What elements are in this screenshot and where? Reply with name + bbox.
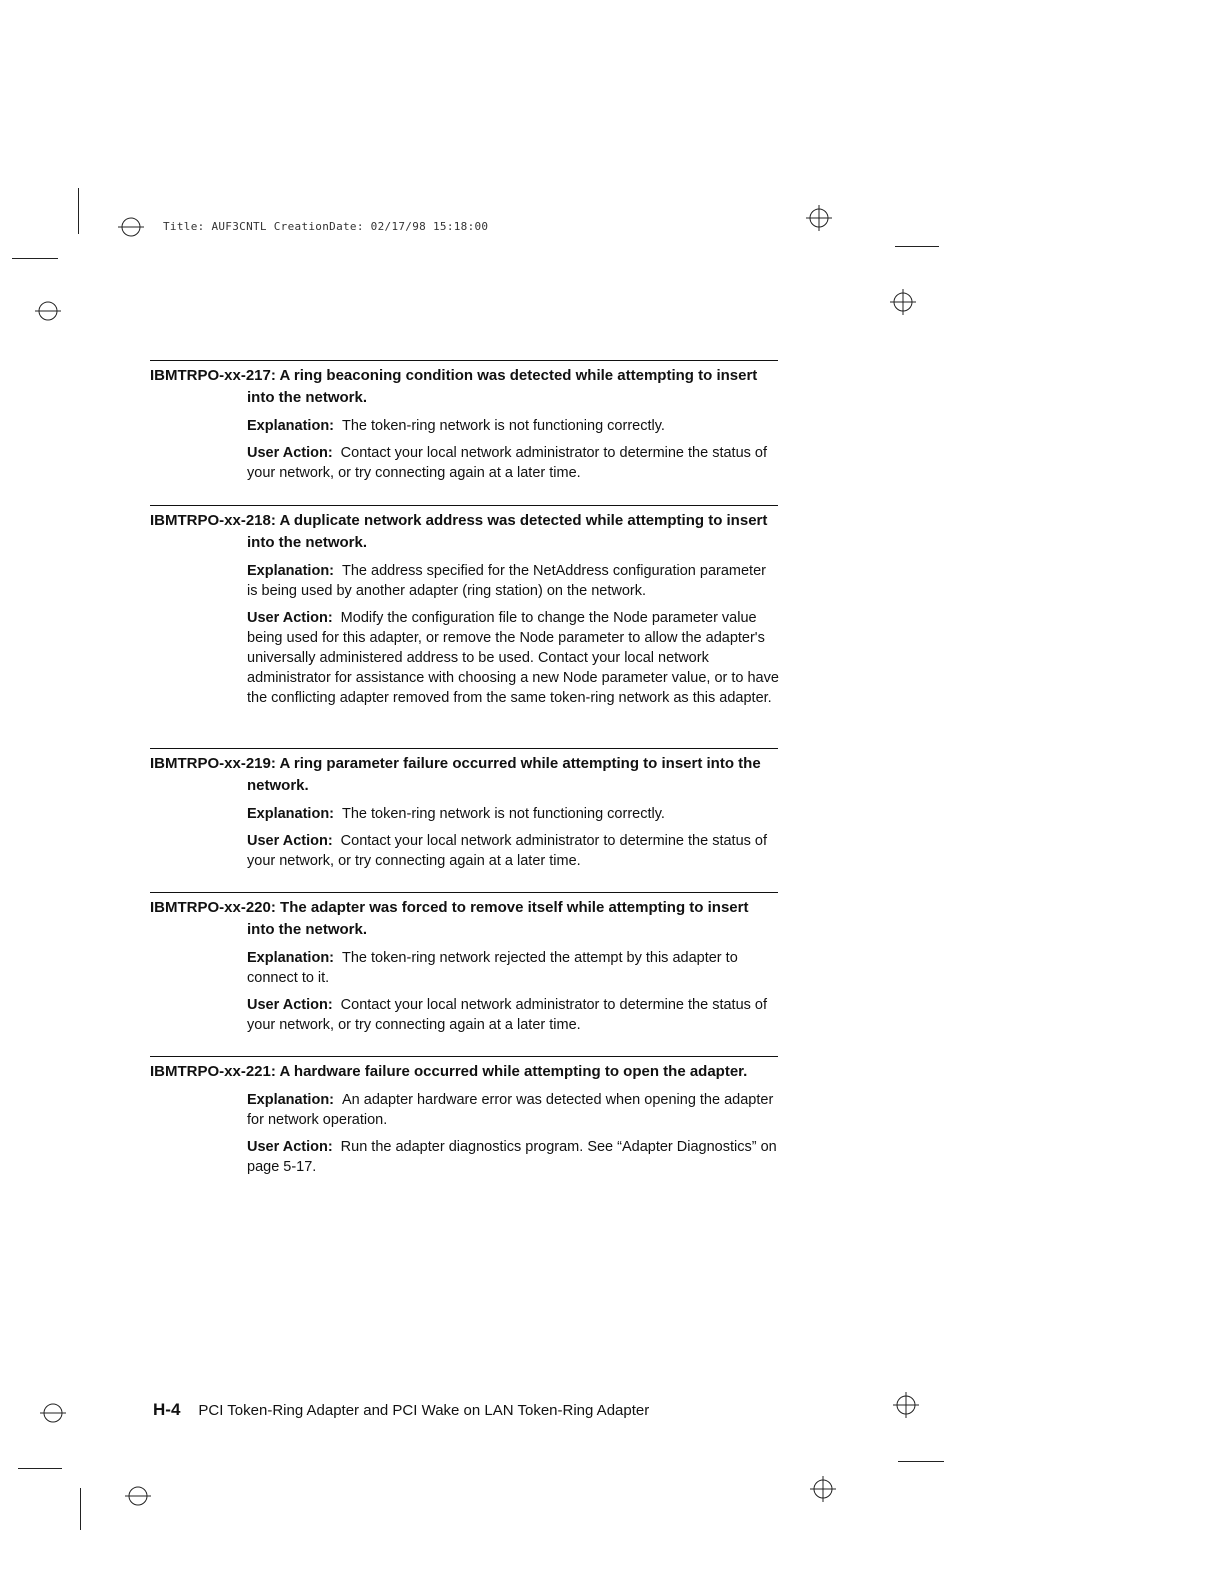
crop-mark (12, 258, 58, 259)
page-footer (153, 1400, 649, 1420)
divider (150, 505, 778, 506)
user-action-label: User Action: (247, 833, 333, 849)
message-title (150, 897, 780, 941)
message-title (150, 365, 780, 409)
explanation (247, 561, 779, 601)
book-title: PCI Token-Ring Adapter and PCI Wake on LAN Token-Ring Adapter (198, 1402, 650, 1419)
explanation (247, 804, 779, 824)
explanation (247, 416, 779, 436)
divider (150, 748, 778, 749)
user-action-text: Contact your local network administrator to determine the status of your network, or try connecting again at a later time. (247, 833, 768, 869)
divider (150, 892, 778, 893)
explanation-text: The token-ring network is not functioning correctly. (342, 806, 665, 822)
message-heading: A duplicate network address was detected while attempting to insert into the network. (247, 512, 768, 551)
explanation-text: An adapter hardware error was detected when opening the adapter for network operation. (247, 1092, 774, 1128)
registration-mark-icon (38, 1398, 68, 1428)
user-action (247, 1137, 779, 1177)
divider (150, 1056, 778, 1057)
user-action-label: User Action: (247, 1139, 333, 1155)
user-action (247, 443, 779, 483)
user-action-text: Contact your local network administrator to determine the status of your network, or try connecting again at a later time. (247, 997, 768, 1033)
registration-mark-icon (888, 287, 918, 317)
explanation-text: The address specified for the NetAddress configuration parameter is being used by another adapter (ring station) on the network. (247, 563, 766, 599)
divider (150, 360, 778, 361)
crop-mark (78, 188, 79, 234)
registration-mark-icon (33, 296, 63, 326)
crop-mark (80, 1488, 81, 1530)
message-title (150, 510, 780, 554)
message-heading: A ring beaconing condition was detected while attempting to insert into the network. (247, 367, 758, 406)
explanation (247, 948, 779, 988)
user-action (247, 608, 779, 708)
message-code: IBMTRPO-xx-218: (150, 512, 276, 529)
explanation-label: Explanation: (247, 950, 335, 966)
registration-mark-icon (891, 1390, 921, 1420)
registration-mark-icon (116, 212, 146, 242)
message-title (150, 1061, 780, 1083)
explanation-text: The token-ring network rejected the attempt by this adapter to connect to it. (247, 950, 738, 986)
user-action-label: User Action: (247, 445, 333, 461)
registration-mark-icon (808, 1474, 838, 1504)
user-action-text: Modify the configuration file to change the Node parameter value being used for this adapter, or remove the Node parameter to allow the adapter's universally administered address to be used. Contact your local network administrator for assistance with choosing a new Node parameter value, or to have the conflicting adapter removed from the same token-ring network as this adapter. (247, 610, 779, 706)
explanation-label: Explanation: (247, 418, 335, 434)
user-action-text: Run the adapter diagnostics program. See “Adapter Diagnostics” on page 5-17. (247, 1139, 777, 1175)
page-number: H-4 (153, 1400, 181, 1419)
explanation-label: Explanation: (247, 1092, 335, 1108)
user-action (247, 995, 779, 1035)
registration-mark-icon (804, 203, 834, 233)
user-action (247, 831, 779, 871)
message-heading: A ring parameter failure occurred while attempting to insert into the network. (247, 755, 761, 794)
print-header: Title: AUF3CNTL CreationDate: 02/17/98 15:18:00 (163, 220, 489, 233)
message-code: IBMTRPO-xx-221: (150, 1063, 276, 1080)
message-code: IBMTRPO-xx-220: (150, 899, 276, 916)
explanation-label: Explanation: (247, 563, 335, 579)
crop-mark (18, 1468, 62, 1469)
explanation-label: Explanation: (247, 806, 335, 822)
user-action-text: Contact your local network administrator to determine the status of your network, or try connecting again at a later time. (247, 445, 768, 481)
message-title (150, 753, 780, 797)
crop-mark (898, 1461, 944, 1462)
user-action-label: User Action: (247, 997, 333, 1013)
message-block (150, 505, 780, 708)
message-block (150, 360, 780, 483)
message-heading: The adapter was forced to remove itself while attempting to insert into the network. (247, 899, 749, 938)
crop-mark (895, 246, 939, 247)
message-block (150, 1056, 780, 1177)
explanation (247, 1090, 779, 1130)
message-heading: A hardware failure occurred while attempting to open the adapter. (279, 1063, 748, 1080)
registration-mark-icon (123, 1481, 153, 1511)
message-block (150, 748, 780, 871)
explanation-text: The token-ring network is not functioning correctly. (342, 418, 665, 434)
message-code: IBMTRPO-xx-219: (150, 755, 276, 772)
user-action-label: User Action: (247, 610, 333, 626)
message-block (150, 892, 780, 1035)
message-code: IBMTRPO-xx-217: (150, 367, 276, 384)
